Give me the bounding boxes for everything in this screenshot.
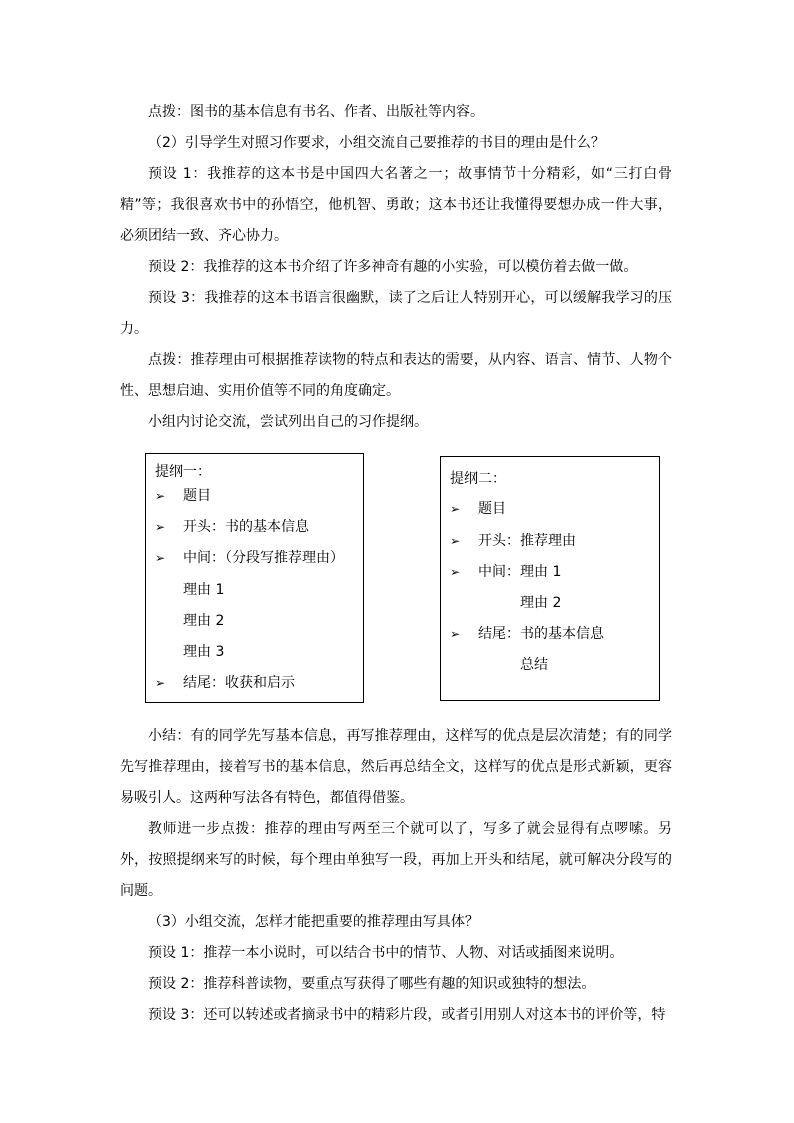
outline-2-item: ➢ 开头：推荐理由: [450, 533, 576, 549]
outline-1-item: ➢ 中间：（分段写推荐理由）: [155, 550, 344, 566]
bullet-arrow-icon: ➢: [450, 502, 461, 516]
bullet-arrow-icon: ➢: [155, 551, 166, 565]
bullet-arrow-icon: ➢: [155, 520, 166, 534]
outline-1-subitem: 理由 1: [183, 582, 225, 598]
paragraph-preset-1b: 预设 1：推荐一本小说时，可以结合书中的情节、人物、对话或插图来说明。: [148, 945, 624, 961]
paragraph-preset-2: 预设 2：我推荐的这本书介绍了许多神奇有趣的小实验，可以模仿着去做一做。: [148, 259, 638, 275]
outline-box-2: [440, 456, 660, 701]
paragraph-teacher-hint: 教师进一步点拨：推荐的理由写两至三个就可以了，写多了就会显得有点啰嗦。另外，按照提纲来写的时候，每个理由单独写一段，再加上开头和结尾，就可解决分段写的问题。: [120, 821, 672, 899]
paragraph-preset-3b: 预设 3：还可以转述或者摘录书中的精彩片段，或者引用别人对这本书的评价等，特: [148, 1007, 666, 1023]
outline-1-title: 提纲一：: [155, 464, 211, 480]
bullet-arrow-icon: ➢: [155, 489, 166, 503]
outline-1-subitem: 理由 2: [183, 613, 225, 629]
paragraph-step-2: （2）引导学生对照习作要求，小组交流自己要推荐的书目的理由是什么？: [148, 135, 605, 151]
outline-2-title: 提纲二：: [450, 471, 506, 487]
paragraph-step-3: （3）小组交流，怎样才能把重要的推荐理由写具体？: [148, 914, 479, 930]
paragraph-group-discussion: 小组内讨论交流，尝试列出自己的习作提纲。: [148, 414, 428, 430]
outline-2-item: ➢ 题目: [450, 501, 506, 517]
outline-2-item: ➢ 结尾：书的基本信息: [450, 626, 604, 642]
bullet-arrow-icon: ➢: [450, 627, 461, 641]
outline-1-item: ➢ 结尾：收获和启示: [155, 675, 295, 691]
paragraph-preset-1: 预设 1：我推荐的这本书是中国四大名著之一；故事情节十分精彩，如“三打白骨精”等；我很喜欢书中的孙悟空，他机智、勇敢；这本书还让我懂得要想办成一件大事，必须团结一致、齐心协力。: [120, 166, 672, 244]
outline-1-subitem: 理由 3: [183, 644, 225, 660]
outline-1-item: ➢ 题目: [155, 488, 211, 504]
bullet-arrow-icon: ➢: [450, 534, 461, 548]
paragraph-summary: 小结：有的同学先写基本信息，再写推荐理由，这样写的优点是层次清楚；有的同学先写推荐理由，接着写书的基本信息，然后再总结全文，这样写的优点是形式新颖，更容易吸引人。这两种写法各有特色，都值得借鉴。: [120, 728, 672, 806]
outline-2-item: ➢ 中间：理由 1: [450, 564, 562, 580]
outline-2-subitem: 总结: [520, 657, 548, 673]
outline-box-1: [145, 453, 364, 703]
paragraph-preset-2b: 预设 2：推荐科普读物，要重点写获得了哪些有趣的知识或独特的想法。: [148, 976, 596, 992]
outline-2-subitem: 理由 2: [520, 595, 562, 611]
paragraph-hint-reasons: 点拨：推荐理由可根据推荐读物的特点和表达的需要，从内容、语言、情节、人物个性、思想启迪、实用价值等不同的角度确定。: [120, 352, 672, 399]
bullet-arrow-icon: ➢: [155, 676, 166, 690]
bullet-arrow-icon: ➢: [450, 565, 461, 579]
outline-1-item: ➢ 开头：书的基本信息: [155, 519, 309, 535]
paragraph-hint-basic-info: 点拨：图书的基本信息有书名、作者、出版社等内容。: [148, 104, 484, 120]
paragraph-preset-3: 预设 3：我推荐的这本书语言很幽默，读了之后让人特别开心，可以缓解我学习的压力。: [120, 290, 672, 337]
